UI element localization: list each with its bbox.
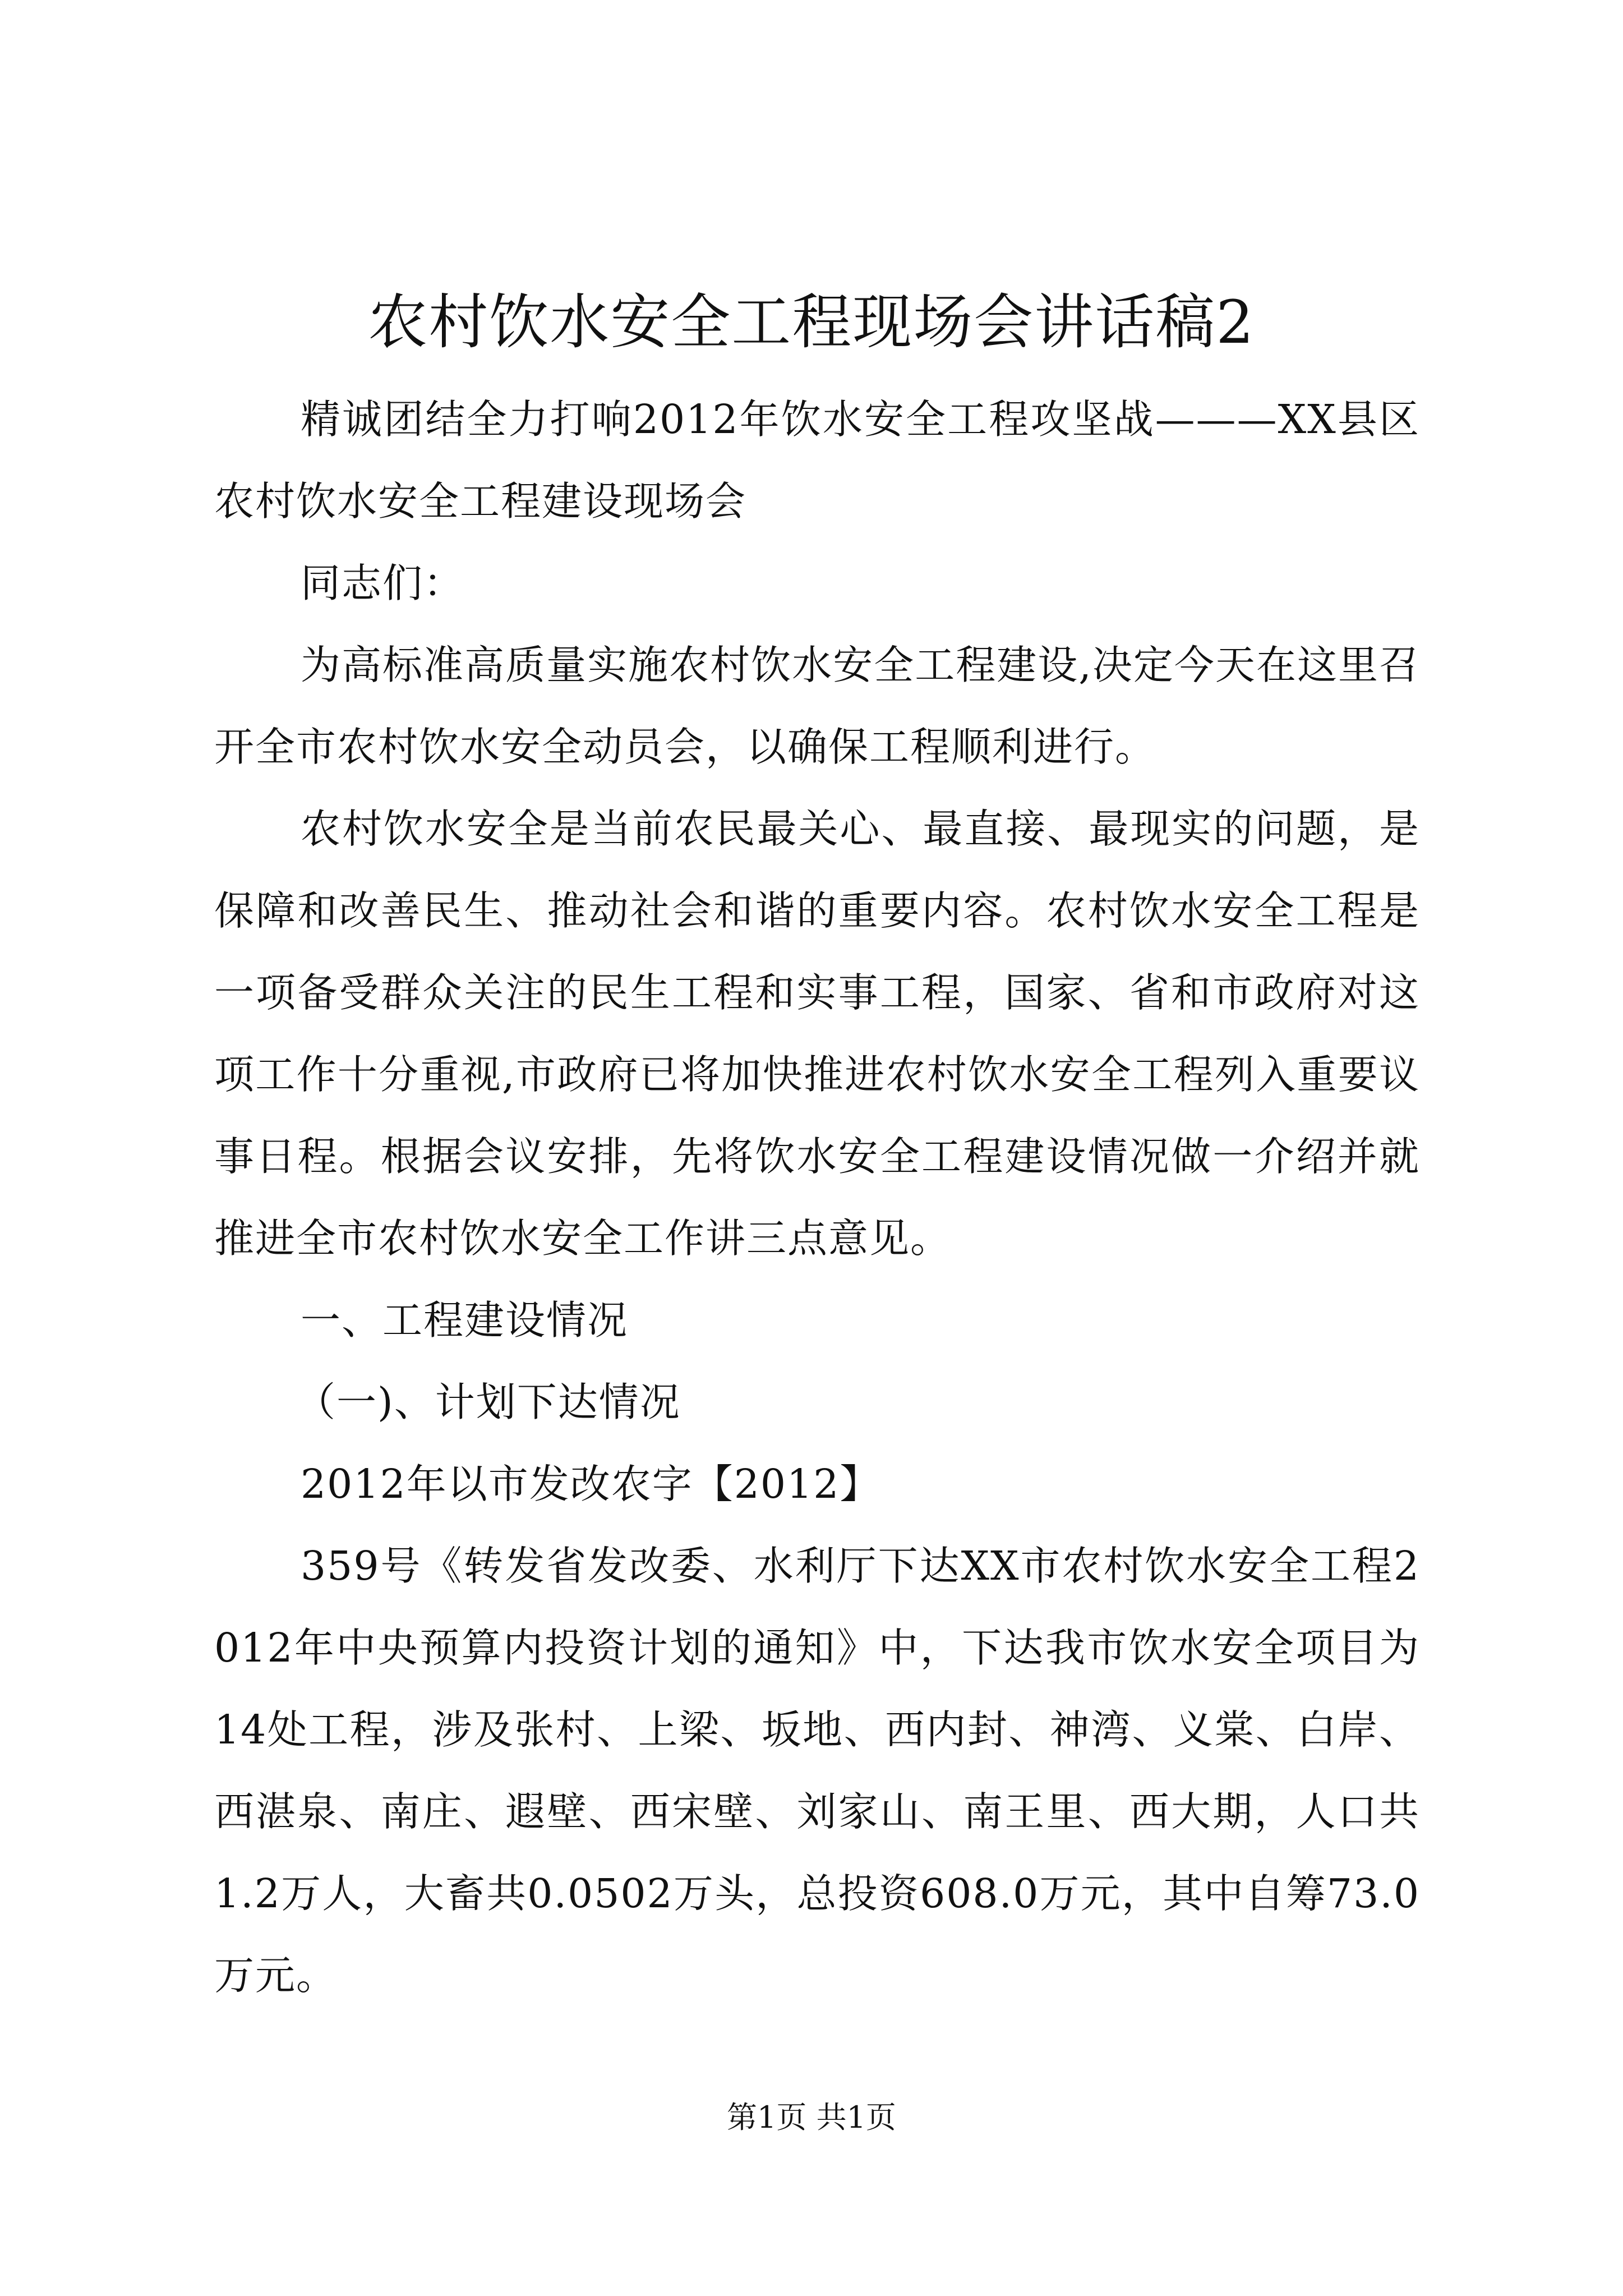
- body-paragraph: 为高标准高质量实施农村饮水安全工程建设,决定今天在这里召开全市农村饮水安全动员会，以确保工程顺利进行。: [214, 642, 1420, 770]
- salutation-paragraph: 同志们：: [301, 560, 465, 606]
- body-paragraph: 2012年以市发改农字【2012】: [301, 1461, 881, 1507]
- document-title: 农村饮水安全工程现场会讲话稿2: [368, 288, 1255, 357]
- page-footer: 第1页 共1页: [727, 2100, 896, 2135]
- section-heading: 一、工程建设情况: [301, 1297, 629, 1343]
- document-body: [214, 379, 1420, 2017]
- body-paragraph: 359号《转发省发改委、水利厅下达XX市农村饮水安全工程2012年中央预算内投资计划的通知》中，下达我市饮水安全项目为14处工程，涉及张村、上梁、坂地、西内封、神湾、义棠、白岸、西湛泉、南庄、遐壁、西宋壁、刘家山、南王里、西大期，人口共1.2万人，大畜共0.0502万头，总投资608.0万元，其中自筹73.0万元。: [214, 1543, 1420, 1999]
- subtitle-paragraph: 精诚团结全力打响2012年饮水安全工程攻坚战———XX县区农村饮水安全工程建设现场会: [214, 396, 1420, 524]
- body-paragraph: 农村饮水安全是当前农民最关心、最直接、最现实的问题，是保障和改善民生、推动社会和谐的重要内容。农村饮水安全工程是一项备受群众关注的民生工程和实事工程，国家、省和市政府对这项工作十分重视,市政府已将加快推进农村饮水安全工程列入重要议事日程。根据会议安排，先将饮水安全工程建设情况做一介绍并就推进全市农村饮水安全工作讲三点意见。: [214, 806, 1420, 1262]
- subsection-heading: （一)、计划下达情况: [296, 1379, 681, 1425]
